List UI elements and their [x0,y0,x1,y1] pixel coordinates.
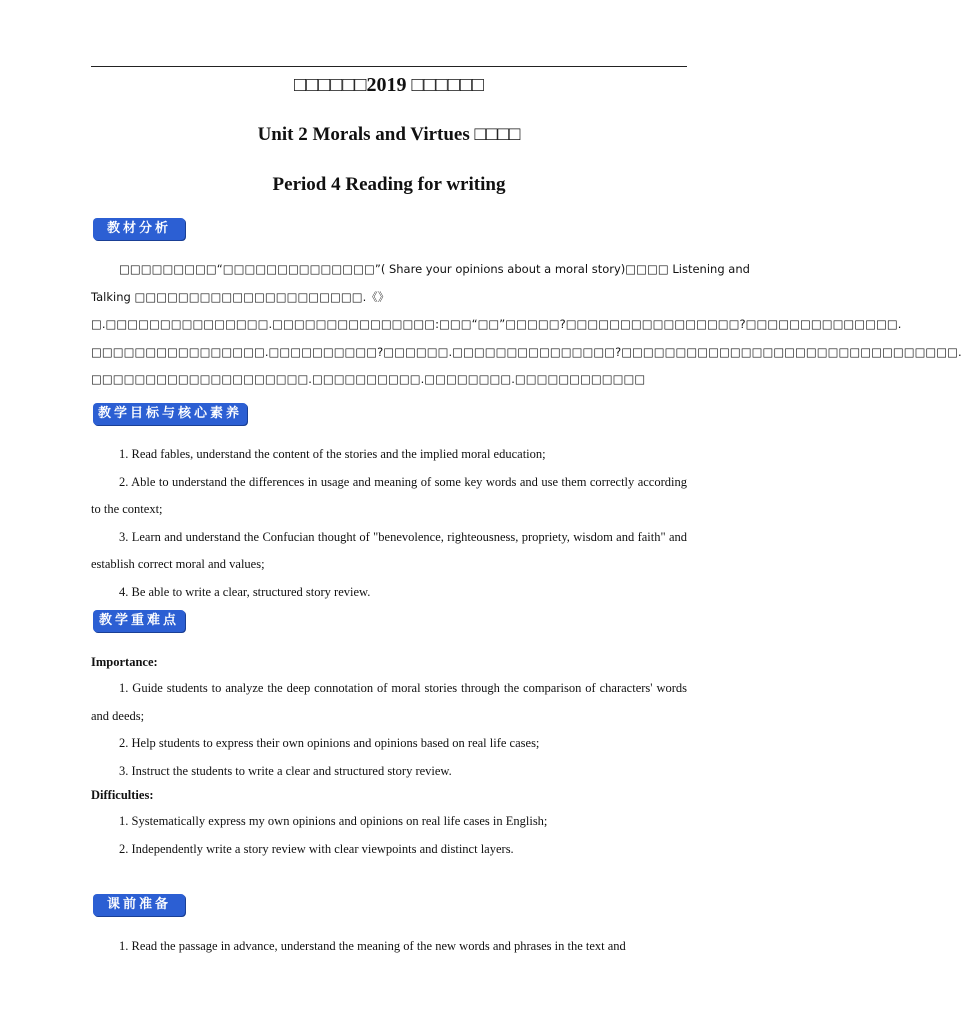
analysis-line: Talking □□□□□□□□□□□□□□□□□□□□□.《》 [91,289,390,304]
goal-item: 4. Be able to write a clear, structured story review. [119,584,371,599]
goal-item: 2. Able to understand the differences in usage and meaning of some key words and use them correctly according to the context; [91,474,687,516]
period-title: Period 4 Reading for writing [272,174,506,195]
preparation-list [91,933,687,961]
goal-item: 3. Learn and understand the Confucian thought of "benevolence, righteousness, propriety, wisdom and faith" and establish correct moral and values; [91,529,687,571]
section-badge-preparation: 课前准备 [93,894,185,916]
section-badge-goals: 教学目标与核心素养 [93,403,247,425]
analysis-paragraph [91,256,962,394]
difficulties-list [91,808,687,863]
importance-label: Importance: [91,655,158,669]
unit-title: Unit 2 Morals and Virtues □□□□ [257,124,521,145]
preparation-item: 1. Read the passage in advance, understand the meaning of the new words and phrases in the text and [119,939,626,953]
analysis-line: □□□□□□□□□□□□□□□□.□□□□□□□□□□?□□□□□□.□□□□□□□□□□□□□□□?□□□□□□□□□□□□□□□□□□□□□□□□□□□□□□□. [91,344,962,359]
importance-item: 1. Guide students to analyze the deep connotation of moral stories through the comparison of characters' words and deeds; [91,681,687,723]
difficulty-item: 2. Independently write a story review with clear viewpoints and distinct layers. [119,841,514,856]
analysis-line: □□□□□□□□□“□□□□□□□□□□□□□□”( Share your opinions about a moral story)□□□□ Listening and [119,262,750,276]
header-rule [91,66,687,67]
difficulty-item: 1. Systematically express my own opinions and opinions on real life cases in English; [119,814,548,828]
importance-item: 3. Instruct the students to write a clear and structured story review. [119,763,452,778]
difficulties-label: Difficulties: [91,788,154,802]
analysis-line: □□□□□□□□□□□□□□□□□□□□.□□□□□□□□□□.□□□□□□□□.□□□□□□□□□□□□ [91,372,646,386]
document-page [91,0,962,1024]
goal-item: 1. Read fables, understand the content of the stories and the implied moral education; [119,447,546,461]
section-badge-analysis: 教材分析 [93,218,185,240]
importance-item: 2. Help students to express their own opinions and opinions based on real life cases; [119,736,540,750]
importance-list [91,675,687,785]
analysis-line: □.□□□□□□□□□□□□□□□.□□□□□□□□□□□□□□□:□□□“□□”□□□□□?□□□□□□□□□□□□□□□□?□□□□□□□□□□□□□□. [91,317,902,331]
goals-list [91,441,687,606]
section-badge-key-points: 教学重难点 [93,610,185,632]
series-title: □□□□□□2019 □□□□□□ [294,74,484,96]
